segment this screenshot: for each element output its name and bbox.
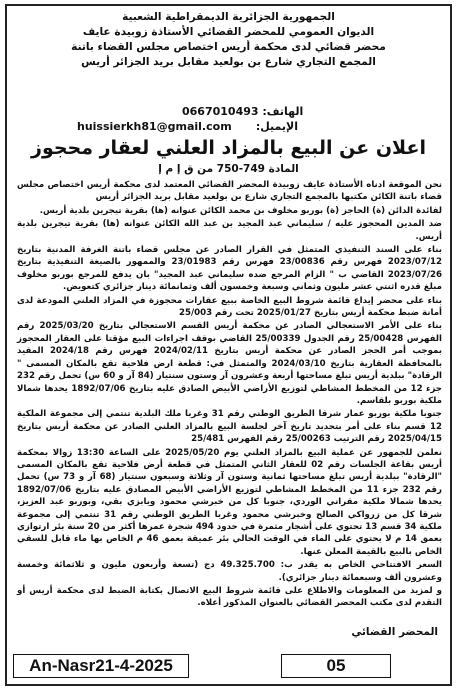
body-paragraph: نعلمن للجمهور عن عملية البيع بالمزاد العلني يوم 2025/05/20 على الساعة 13:30 زوالا بمحكمة أريس بقاعة الجلسات رقم 02 للعقار الثاني المتمثل في قطعة أرض فلاحية تقع بالمكان المسمى "الرقادة" ببلدية أريس تبلغ مساحتها ثمانية وستون آر وثلاثة وسبعون سنتيار (68 آر و 73 س) تحمل رقم 232 جزء 11 من المخطط المشاطي لتوزيع الأراضي الأبيض المصادق عليه بتاريخ 1892/07/06 يحدها شمالا ملكية مقراني الوردي، جنوبا كل من خبرشي محمود ويابزي بقي، وبوربو عبد العزيز، شرقا كل من زرواكي الصالح وخبرشي محمود وغربا الطريق الوطني رقم 31 تنتمي إلى مجموعة ملكية 34 قسم 13 تحتوي على أشجار مثمرة في حدود 494 شجرة عمرها أكثر من 20 سنة بئر ارتوازي بعمق 14 م لا يحتوي على الماء في الوقت الحالي بئر عميقة بعمق 46 م الخاص بها ماء قابل للسقي الخاص بالبيع بالقيمة المعلن عنها. — [17, 447, 443, 557]
body-paragraph: بناء على محضر إيداع قائمة شروط البيع الخاصة ببيع عقارات محجوزة في المزاد العلني المودعة لدى أمانة ضبط محكمة أريس بتاريخ 2025/01/27 تحت رقم 25/003 — [17, 295, 442, 319]
email-label: الإيميل: — [255, 120, 298, 133]
header-line-republic: الجمهورية الجزائرية الديمقراطية الشعبية — [122, 11, 335, 23]
legal-article-reference: المادة 749-750 من ق إ م إ — [158, 163, 299, 175]
notice-body — [17, 179, 442, 611]
body-paragraph: جنوبا ملكية بوربو عمار شرقا الطريق الوطني رقم 31 وغربا ملك البلدية تنتمي إلى مجموعة الملكية 12 قسم بناء على أمر بتحديد تاريخ آخر لجلسة البيع بالمزاد العلني الصادر عن محكمة أريس بتاريخ 2025/04/15 رقم الترتيب 25/00263 رقم الفهرس 25/481 — [17, 409, 442, 445]
page-number: 05 — [281, 654, 391, 678]
body-paragraph: نحن الموقعة ادناه الأستاذة عايف زوبيدة المحضر القضائي المعتمد لدى محكمة أريس اختصاص مجلس قضاء باتنة الكائن مكتبها بالمجمع التجاري شارع بن بولعيد مقابل بريد الجزائر أريس — [17, 180, 442, 203]
body-paragraph: لفائدة الدائن (ة) الحاجز (ة) بوربو مخلوف بن محمد الكائن عنوانه (ها) بقرية تيجرين بلدية أريس. — [39, 205, 442, 216]
header-line-address: المجمع التجاري شارع بن بولعيد مقابل بريد الجزائر أريس — [81, 56, 376, 68]
header-line-court: محضر قضائي لدى محكمة أريس اختصاص مجلس القضاء باتنة — [71, 41, 386, 53]
phone-block — [182, 105, 303, 118]
footer — [13, 654, 444, 680]
body-paragraph: بناء على الأمر الاستعجالي الصادر عن محكمة أريس القسم الاستعجالي بتاريخ 2025/03/20 رقم الفهرس 25/00428 رقم الجدول 25/00339 القاضي بوقف اجراءات البيع مؤقتا على العقار المحجوز بموجب أمر الحجز الصادر عن محكمة أريس بتاريخ 2024/02/11 فهرس رقم 2024/18 المقيد بالمحافظة العقارية بتاريخ 2024/03/10 والمتمثل في: قطعة ارض فلاحية تقع بالمكان المسمى " الرقادة" ببلدية أريس تبلغ مساحتها أربعة وعشرون آر وستون سنتيار (84 آر و 60 س) تحمل رقم 232 جزء 12 من المخطط المشاطي لتوزيع الأراضي الأبيض الصادق عليه بتاريخ 1892/07/06 يحدها شمالا ملكية بوربو بلقاسم. — [17, 321, 443, 406]
notice-header — [17, 10, 440, 70]
phone-number: 0667010493 — [182, 105, 259, 118]
publication-date: An-Nasr21-4-2025 — [13, 654, 189, 678]
email-address: huissierkh81@gmail.com — [77, 120, 232, 133]
contact-row — [7, 105, 450, 135]
phone-label: الهاتف: — [262, 105, 304, 118]
legal-notice-page — [5, 4, 452, 686]
body-paragraph: بناء على السند التنفيذي المتمثل في القرار الصادر عن مجلس قضاء باتنة الغرفة المدنية بتاريخ 2023/07/12 فهرس رقم 23/00836 فهرس رقم 23/01983 والممهور بالصيغة التنفيذية بتاريخ 2023/07/26 القاضي ب " الزام المرجع ضده سليماني عبد المجيد" بان يدفع للمرجع بوربو مخلوف مبلغ قدره اثنتي عشر مليون وثماني وسبعة وخمسون ألف وثمانمائة دينار جزائري كتعويض. — [17, 245, 442, 293]
header-line-office: الديوان العمومي للمحضر القضائي الأستاذة زوبيدة عايف — [82, 26, 375, 38]
body-paragraph: السعر الافتتاحي الخاص به يقدر ب: 49.325.700 دج (تسعة وأربعون مليون و ثلاثمائة وخمسة وعشرون ألف وسبعمائة دينار جزائري). — [17, 560, 442, 583]
body-paragraph: و لمزيد من المعلومات والاطلاع على قائمة شروط البيع الاتصال بكتابة الضبط لدى محكمة أريس أو التقدم لدى مكتب المحضر القضائي بالعنوان المذكور أعلاه. — [17, 586, 442, 609]
body-paragraph: ضد المدين المحجوز عليه / سليماني عبد المجيد بن عبد الله الكائن عنوانه (ها) بقرية تيجرين بلدية أريس. — [17, 219, 442, 242]
signature-line: المحضر القضائي — [351, 626, 438, 638]
notice-title: اعلان عن البيع بالمزاد العلني لعقار محجوز — [31, 137, 426, 159]
